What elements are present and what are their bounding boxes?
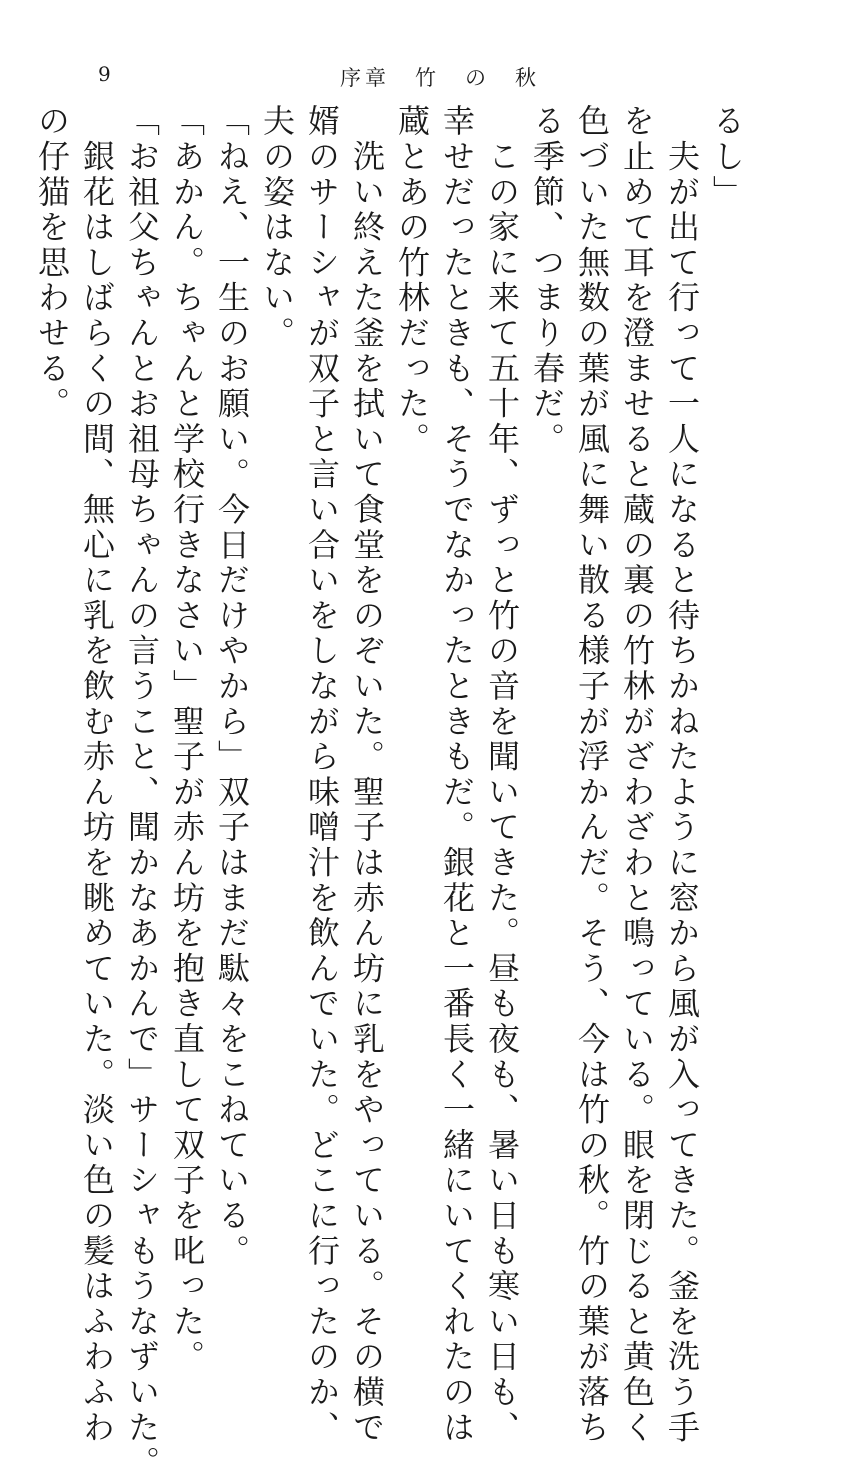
text-line: 「お祖父ちゃんとお祖母ちゃんの言うこと、聞かなあかんで」サーシャもうなずいた。 [123,104,161,1481]
text-line: の仔猫を思わせる。 [33,104,71,422]
running-head: 序章 竹 の 秋 [340,66,540,90]
text-line: 色づいた無数の葉が風に舞い散る様子が浮かんだ。そう、今は竹の秋。竹の葉が落ち [573,104,611,1446]
text-line: この家に来て五十年、ずっと竹の音を聞いてきた。昼も夜も、暑い日も寒い日も、 [483,104,521,1446]
text-line: 夫の姿はない。 [258,104,296,352]
text-line: 銀花はしばらくの間、無心に乳を飲む赤ん坊を眺めていた。淡い色の髪はふわふわ [78,104,116,1446]
text-line: 夫が出て行って一人になると待ちかねたように窓から風が入ってきた。釜を洗う手 [663,104,701,1446]
text-line: るし」 [708,104,746,210]
page-number: 9 [98,62,111,86]
text-line: る季節、つまり春だ。 [528,104,566,457]
text-line: 「ねえ、一生のお願い。今日だけやから」双子はまだ駄々をこねている。 [213,104,251,1269]
text-line: 蔵とあの竹林だった。 [393,104,431,457]
body-text [33,104,749,1481]
text-line: 婿のサーシャが双子と言い合いをしながら味噌汁を飲んでいた。どこに行ったのか、 [303,104,341,1446]
text-line: 「あかん。ちゃんと学校行きなさい」聖子が赤ん坊を抱き直して双子を叱った。 [168,104,206,1375]
text-line: 洗い終えた釜を拭いて食堂をのぞいた。聖子は赤ん坊に乳をやっている。その横で [348,104,386,1446]
text-line: 幸せだったときも、そうでなかったときもだ。銀花と一番長く一緒にいてくれたのは [438,104,476,1446]
text-line: を止めて耳を澄ませると蔵の裏の竹林がざわざわと鳴っている。眼を閉じると黄色く [618,104,656,1446]
